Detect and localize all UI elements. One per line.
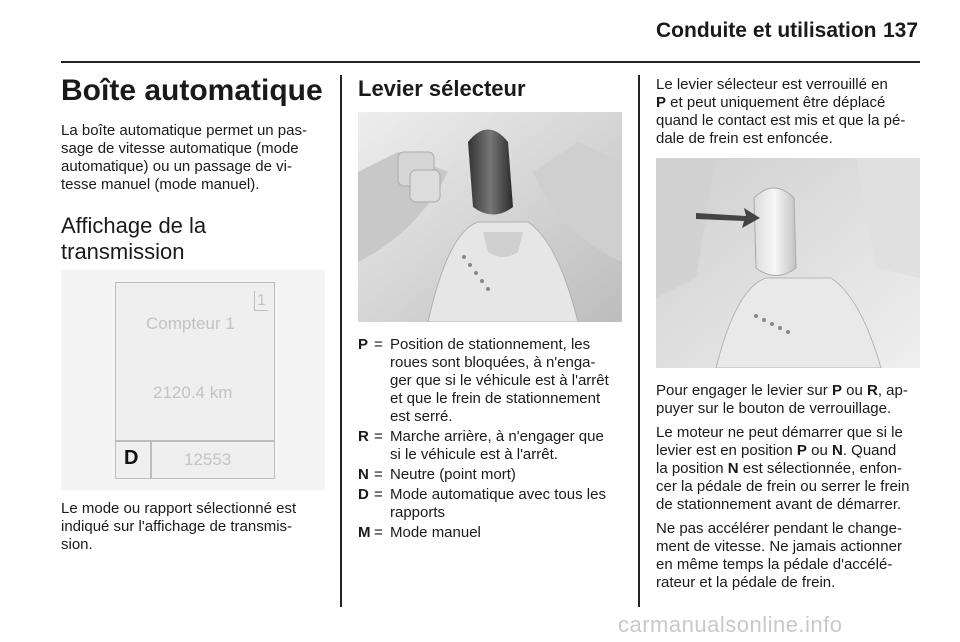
intro-line: tesse manuel (mode manuel).	[61, 176, 260, 193]
position-item	[358, 466, 626, 484]
paragraph-line: Le levier sélecteur est verrouillé en	[656, 76, 888, 93]
page-number: 137	[883, 19, 919, 42]
distance-readout: 2120.4 km	[153, 383, 233, 402]
odometer-readout: 12553	[184, 450, 232, 469]
intro-paragraph	[61, 122, 331, 194]
section-heading: Boîte automatique	[61, 74, 323, 107]
paragraph-line: Ne pas accélérer pendant le change-	[656, 520, 902, 537]
position-key: R	[358, 428, 369, 445]
position-letter: P	[796, 442, 807, 459]
description-line: Position de stationnement, les	[390, 336, 591, 353]
paragraph-line: en même temps la pédale d'accélé-	[656, 556, 893, 573]
position-key: D	[358, 486, 369, 503]
display-tag: 1	[254, 291, 268, 311]
position-item	[358, 428, 626, 464]
position-key: M	[358, 524, 371, 541]
gear-indicator: D	[124, 447, 139, 469]
column-3	[656, 76, 922, 148]
position-separator: =	[374, 466, 383, 483]
paragraph-line: quand le contact est mis et que la pé-	[656, 112, 906, 129]
watermark: carmanualsonline.info	[618, 612, 843, 637]
position-key: P	[358, 336, 369, 353]
description-line: rapports	[390, 504, 446, 521]
display-divider	[115, 440, 275, 442]
position-separator: =	[374, 524, 383, 541]
engage-paragraph	[656, 382, 922, 418]
description-line: Marche arrière, à n'engager que	[390, 428, 604, 445]
column-3-body	[656, 382, 922, 592]
paragraph-line: dale de frein est enfoncée.	[656, 130, 833, 147]
header-title: Conduite et utilisation	[656, 19, 877, 42]
column-divider-1	[340, 75, 342, 607]
subheading-line: transmission	[61, 239, 185, 264]
gear-lever-lock-illustration	[656, 158, 920, 368]
position-letter: P	[831, 382, 842, 399]
paragraph-line: Pour engager le levier sur P ou R, ap-	[656, 382, 908, 399]
position-letter: N	[831, 442, 843, 459]
position-legend	[358, 336, 626, 542]
column-divider-2	[638, 75, 640, 607]
column-1	[61, 74, 331, 265]
position-key: N	[358, 466, 369, 483]
position-item	[358, 336, 626, 426]
intro-line: La boîte automatique permet un pas-	[61, 122, 307, 139]
position-separator: =	[374, 428, 383, 445]
description-line: ger que si le véhicule est à l'arrêt	[390, 372, 609, 389]
section-heading: Levier sélecteur	[358, 76, 526, 101]
description-line: si le véhicule est à l'arrêt.	[390, 446, 558, 463]
lock-paragraph	[656, 76, 922, 148]
gear-lever-photo	[358, 112, 622, 322]
paragraph-line: ment de vitesse. Ne jamais actionner	[656, 538, 902, 555]
paragraph-line: levier est en position P ou N. Quand	[656, 442, 897, 459]
selector-positions	[358, 336, 626, 544]
paragraph-line: Le moteur ne peut démarrer que si le	[656, 424, 903, 441]
paragraph-line: de stationnement avant de démarrer.	[656, 496, 902, 513]
start-paragraph	[656, 424, 922, 514]
paragraph-line: cer la pédale de frein ou serrer le frein	[656, 478, 910, 495]
position-separator: =	[374, 336, 383, 353]
counter-label: Compteur 1	[146, 314, 235, 333]
description-line: Neutre (point mort)	[390, 466, 516, 483]
paragraph-line: la position N est sélectionnée, enfon-	[656, 460, 903, 477]
caption-line: Le mode ou rapport sélectionné est	[61, 500, 297, 517]
subheading	[61, 213, 331, 265]
description-line: est serré.	[390, 408, 453, 425]
column-2	[358, 76, 626, 102]
position-description	[390, 486, 626, 522]
position-description	[390, 336, 626, 426]
display-divider-vertical	[150, 440, 152, 478]
position-item	[358, 486, 626, 522]
position-description	[390, 524, 626, 542]
subheading-line: Affichage de la	[61, 213, 207, 238]
description-line: et que le frein de stationnement	[390, 390, 601, 407]
position-letter: R	[866, 382, 878, 399]
gear-lever-lock-photo	[656, 158, 920, 368]
position-description	[390, 466, 626, 484]
intro-line: automatique) ou un passage de vi-	[61, 158, 292, 175]
paragraph-line: puyer sur le bouton de verrouillage.	[656, 400, 892, 417]
paragraph-line: rateur et la pédale de frein.	[656, 574, 836, 591]
position-item	[358, 524, 626, 542]
page-header	[0, 0, 960, 60]
warning-paragraph	[656, 520, 922, 592]
display-caption	[61, 500, 331, 554]
description-line: Mode manuel	[390, 524, 481, 541]
position-description	[390, 428, 626, 464]
intro-line: sage de vitesse automatique (mode	[61, 140, 299, 157]
caption-line: sion.	[61, 536, 93, 553]
gear-lever-illustration	[358, 112, 622, 322]
description-line: roues sont bloquées, à n'enga-	[390, 354, 596, 371]
description-line: Mode automatique avec tous les	[390, 486, 606, 503]
paragraph-line: P et peut uniquement être déplacé	[656, 94, 886, 111]
position-letter: N	[727, 460, 739, 477]
position-letter: P	[656, 94, 667, 111]
caption-line: indiqué sur l'affichage de transmis-	[61, 518, 293, 535]
position-separator: =	[374, 486, 383, 503]
header-rule	[61, 61, 920, 63]
